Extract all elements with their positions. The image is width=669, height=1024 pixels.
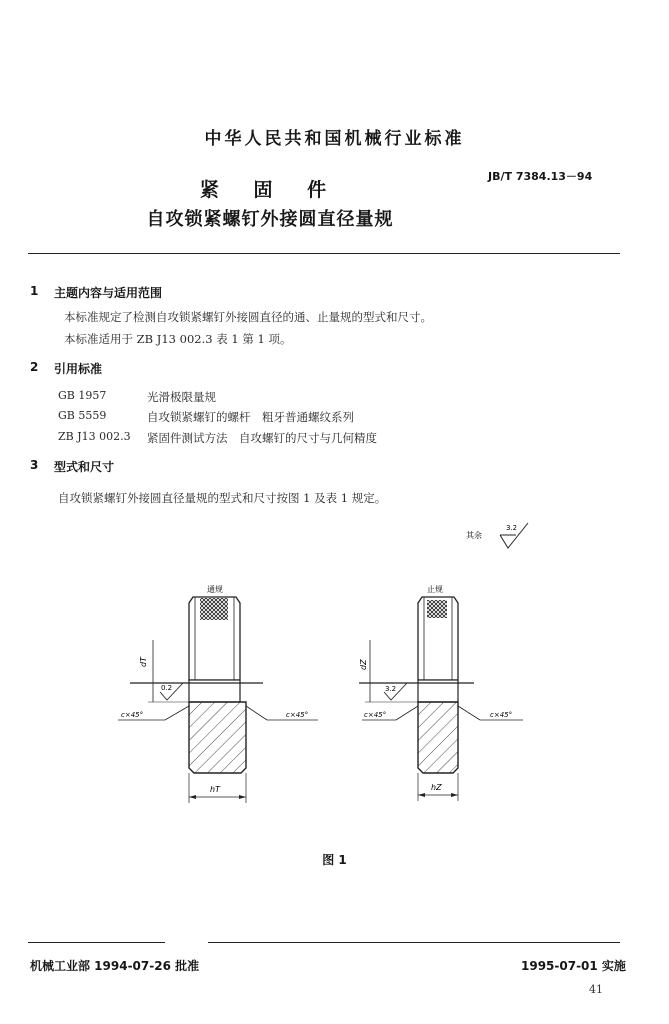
reference-code: GB 1957: [58, 389, 107, 402]
go-diameter-label: dT: [139, 657, 148, 667]
go-roughness-value: 0.2: [161, 684, 173, 692]
nogo-chamfer-left-label: c×45°: [364, 711, 387, 719]
nogo-length-label: hZ: [431, 783, 442, 792]
roughness-note: 其余: [466, 531, 482, 540]
standard-code: JB/T 7384.13－94: [488, 170, 593, 183]
section-number: 2: [30, 360, 39, 374]
reference-name: 光滑极限量规: [147, 390, 216, 404]
figure-caption: 图 1: [322, 853, 347, 867]
document-title-main: 紧 固 件: [199, 179, 341, 201]
footer-divider: [208, 942, 620, 943]
document-title-sub: 自攻锁紧螺钉外接圆直径量规: [146, 209, 394, 230]
section-number: 3: [30, 458, 39, 472]
reference-code: GB 5559: [58, 409, 107, 422]
nogo-diameter-label: dZ: [359, 659, 368, 670]
approval-note: 机械工业部 1994-07-26 批准: [30, 959, 200, 973]
page-number: 41: [589, 983, 603, 996]
roughness-value: 3.2: [506, 524, 518, 532]
go-gauge: [118, 597, 318, 803]
go-chamfer-right-label: c×45°: [286, 711, 309, 719]
go-chamfer-left-label: c×45°: [121, 711, 144, 719]
knurl-icon: [427, 600, 447, 618]
paragraph: 本标准规定了检测自攻锁紧螺钉外接圆直径的通、止量规的型式和尺寸。: [64, 310, 432, 324]
paragraph: 本标准适用于 ZB J13 002.3 表 1 第 1 项。: [64, 332, 292, 346]
implementation-note: 1995-07-01 实施: [521, 959, 626, 973]
section-title: 主题内容与适用范围: [54, 286, 163, 300]
reference-name: 自攻锁紧螺钉的螺杆 粗牙普通螺纹系列: [147, 410, 354, 424]
nogo-chamfer-right-label: c×45°: [490, 711, 513, 719]
footer-divider: [28, 942, 165, 943]
go-length-label: hT: [210, 785, 220, 794]
knurl-icon: [200, 598, 228, 620]
section-title: 型式和尺寸: [54, 460, 115, 474]
section-title: 引用标准: [54, 362, 103, 376]
standard-type-heading: 中华人民共和国机械行业标准: [204, 129, 465, 149]
nogo-gauge: [359, 597, 523, 801]
reference-name: 紧固件测试方法 自攻螺钉的尺寸与几何精度: [147, 431, 377, 445]
nogo-roughness-value: 3.2: [385, 685, 397, 693]
nogo-gauge-label: 止规: [427, 585, 443, 594]
reference-code: ZB J13 002.3: [58, 430, 131, 443]
paragraph: 自攻锁紧螺钉外接圆直径量规的型式和尺寸按图 1 及表 1 规定。: [58, 491, 387, 505]
go-gauge-label: 通规: [207, 585, 223, 594]
section-number: 1: [30, 284, 39, 298]
